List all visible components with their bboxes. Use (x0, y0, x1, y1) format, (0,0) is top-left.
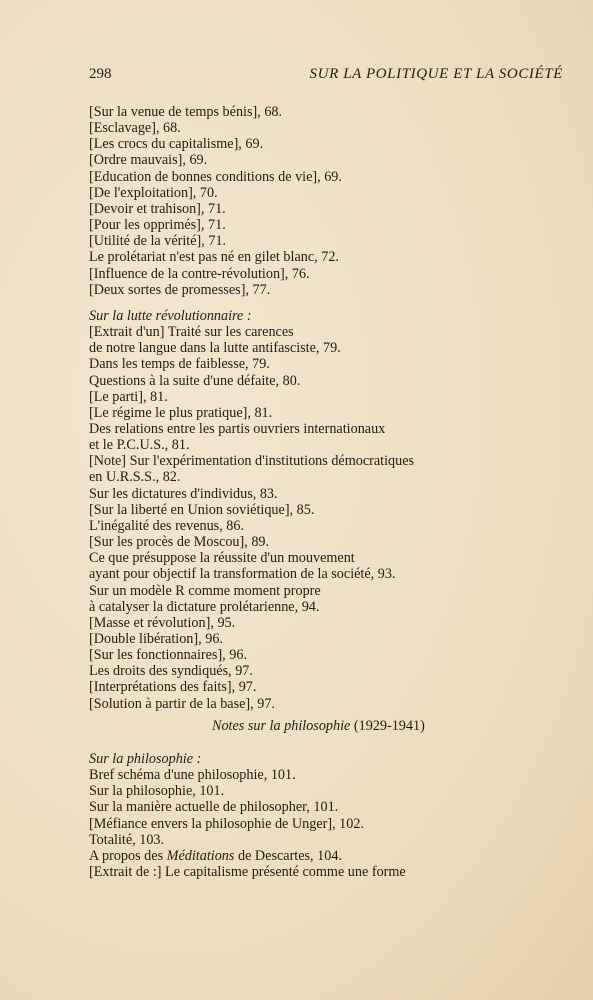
toc-entry: Des relations entre les partis ouvriers internationaux (89, 420, 386, 437)
page-number: 298 (89, 66, 112, 82)
toc-entry: [Interprétations des faits], 97. (89, 679, 257, 696)
toc-entry: Totalité, 103. (89, 831, 165, 848)
toc-entry: [Ordre mauvais], 69. (89, 152, 208, 169)
toc-entry: [Masse et révolution], 95. (89, 614, 236, 631)
toc-entry: [Deux sortes de promesses], 77. (89, 281, 271, 298)
toc-entry: de notre langue dans la lutte antifasciste, 79. (89, 340, 341, 357)
toc-entry: [Extrait d'un] Traité sur les carences (89, 324, 294, 341)
toc-entry: Ce que présuppose la réussite d'un mouvement (89, 550, 355, 567)
toc-entry: [Esclavage], 68. (89, 120, 181, 137)
toc-entry: en U.R.S.S., 82. (89, 469, 181, 486)
toc-entry: [Le régime le plus pratique], 81. (89, 404, 273, 421)
toc-entry: [Utilité de la vérité], 71. (89, 233, 227, 250)
toc-entry: Les droits des syndiqués, 97. (89, 663, 253, 680)
toc-list-lower (89, 751, 469, 880)
part-title (212, 718, 425, 735)
toc-entry: Dans les temps de faiblesse, 79. (89, 356, 270, 373)
entry-prefix: A propos des (89, 847, 167, 864)
toc-entry: et le P.C.U.S., 81. (89, 437, 190, 454)
toc-entry: Sur la manière actuelle de philosopher, 101. (89, 799, 339, 816)
toc-entry: [Sur la venue de temps bénis], 68. (89, 104, 283, 120)
running-head: SUR LA POLITIQUE ET LA SOCIÉTÉ (309, 66, 563, 82)
part-title-text: Notes sur la philosophie (212, 718, 351, 734)
toc-entry (89, 848, 469, 864)
toc-entry: [Pour les opprimés], 71. (89, 217, 226, 234)
toc-entry: Bref schéma d'une philosophie, 101. (89, 767, 296, 784)
toc-entry: Questions à la suite d'une défaite, 80. (89, 372, 301, 389)
toc-entry: [Sur la liberté en Union soviétique], 85. (89, 501, 315, 518)
toc-entry: [Devoir et trahison], 71. (89, 200, 226, 217)
toc-entry: Sur un modèle R comme moment propre (89, 582, 321, 599)
page-header (89, 66, 563, 88)
toc-entry: [Note] Sur l'expérimentation d'institutions démocratiques (89, 453, 415, 470)
toc-entry: [De l'exploitation], 70. (89, 184, 218, 201)
toc-list-upper (89, 104, 469, 712)
section-heading: Sur la philosophie : (89, 751, 202, 767)
toc-entry: Le prolétariat n'est pas né en gilet blanc, 72. (89, 249, 339, 266)
toc-entry: [Les crocs du capitalisme], 69. (89, 136, 264, 153)
toc-entry: Sur les dictatures d'individus, 83. (89, 485, 278, 502)
toc-entry: [Méfiance envers la philosophie de Unger], 102. (89, 815, 364, 832)
part-title-dates: (1929-1941) (353, 718, 425, 734)
toc-entry: ayant pour objectif la transformation de la société, 93. (89, 566, 396, 583)
toc-entry: [Double libération], 96. (89, 631, 223, 647)
entry-italic-title: Méditations (166, 847, 235, 864)
toc-entry: [Influence de la contre-révolution], 76. (89, 265, 310, 282)
entry-suffix: de Descartes, 104. (234, 847, 342, 864)
toc-entry: [Education de bonnes conditions de vie], 69. (89, 168, 342, 185)
toc-entry: [Solution à partir de la base], 97. (89, 695, 275, 712)
toc-entry: L'inégalité des revenus, 86. (89, 517, 245, 534)
toc-entry: [Sur les fonctionnaires], 96. (89, 647, 247, 664)
toc-entry: [Sur les procès de Moscou], 89. (89, 534, 270, 551)
toc-entry: Sur la philosophie, 101. (89, 783, 225, 800)
section-heading: Sur la lutte révolutionnaire : (89, 307, 252, 324)
toc-entry: à catalyser la dictature prolétarienne, 94. (89, 598, 320, 615)
toc-entry: [Le parti], 81. (89, 388, 168, 405)
toc-entry: [Extrait de :] Le capitalisme présenté comme une forme (89, 864, 406, 881)
